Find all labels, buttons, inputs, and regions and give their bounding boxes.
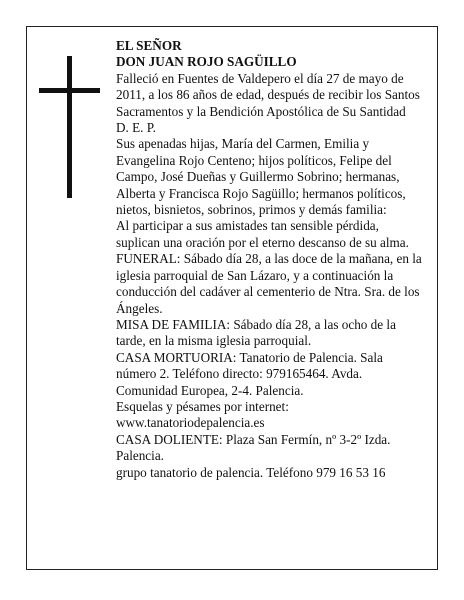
rip-line: D. E. P.	[116, 120, 156, 136]
cross-vertical-bar	[67, 56, 72, 198]
group-contact-line: grupo tanatorio de palencia. Teléfono 979 16 53 16	[116, 464, 386, 480]
funeral-paragraph: FUNERAL: Sábado día 28, a las doce de la mañana, en la iglesia parroquial de San Lázaro, y a continuación la conducción del cadáver al cementerio de Ntra. Sra. de los Ángeles.	[116, 251, 422, 316]
obituary-text	[116, 38, 422, 481]
online-condolences-line: Esquelas y pésames por internet:	[116, 398, 289, 414]
deceased-name: DON JUAN ROJO SAGÜILLO	[116, 54, 297, 70]
cross-horizontal-bar	[39, 88, 100, 93]
title-line-1: EL SEÑOR	[116, 38, 182, 53]
mourning-house-paragraph: CASA DOLIENTE: Plaza San Fermín, nº 3-2º Izda. Palencia.	[116, 431, 391, 464]
death-paragraph: Falleció en Fuentes de Valdepero el día 27 de mayo de 2011, a los 86 años de edad, después de recibir los Santos Sacramentos y la Bendición Apostólica de Su Santidad	[116, 70, 420, 119]
request-paragraph: Al participar a sus amistades tan sensible pérdida, suplican una oración por el eterno descanso de su alma.	[116, 218, 409, 250]
website-link[interactable]: www.tanatoriodepalencia.es	[116, 415, 265, 431]
family-paragraph: Sus apenadas hijas, María del Carmen, Emilia y Evangelina Rojo Centeno; hijos políticos, Felipe del Campo, José Dueñas y Guillermo Sobrino; hermanas, Alberta y Francisca Rojo Sagüillo; hermanos políticos, nietos, bisnietos, sobrinos, primos y demás familia:	[116, 136, 406, 218]
family-mass-paragraph: MISA DE FAMILIA: Sábado día 28, a las ocho de la tarde, en la misma iglesia parroquial.	[116, 316, 396, 349]
mortuary-paragraph: CASA MORTUORIA: Tanatorio de Palencia. Sala número 2. Teléfono directo: 979165464. Avda. Comunidad Europea, 2-4. Palencia.	[116, 349, 383, 398]
